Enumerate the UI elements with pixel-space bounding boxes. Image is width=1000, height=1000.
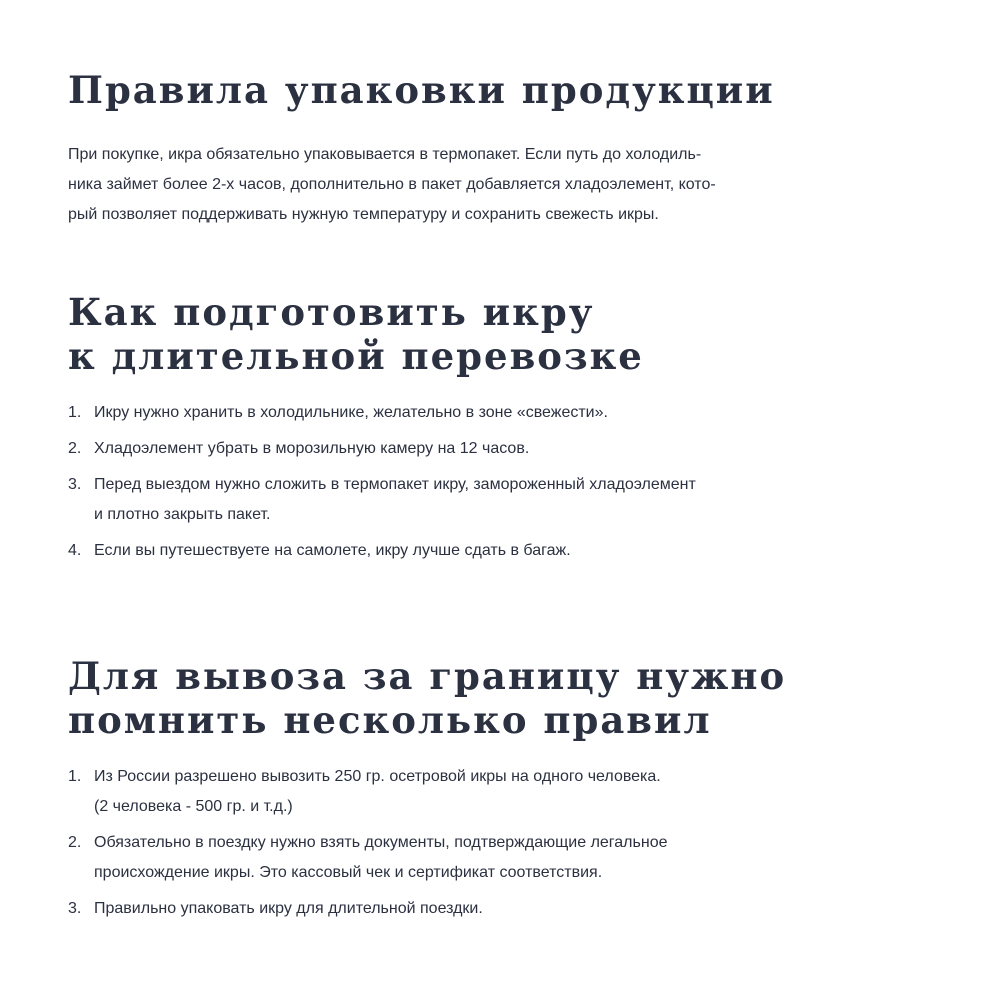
packaging-paragraph [68,140,948,230]
export-title [68,654,786,742]
preparation-title-line: Как подготовить икру [68,290,595,334]
list-item-number: 1. [68,768,82,785]
list-item-number: 2. [68,440,82,457]
list-item-text: (2 человека - 500 гр. и т.д.) [94,798,293,815]
packaging-line: рый позволяет поддерживать нужную температуру и сохранить свежесть икры. [68,206,659,223]
list-item-number: 3. [68,476,82,493]
preparation-list [68,398,948,572]
export-title-line: Для вывоза за границу нужно [68,654,787,698]
packaging-line: ника займет более 2-х часов, дополнительно в пакет добавляется хладоэлемент, кото- [68,176,716,193]
list-item-text: Правильно упаковать икру для длительной поездки. [94,900,483,917]
export-title-line: помнить несколько правил [68,698,712,742]
list-item [68,536,948,566]
list-item [68,762,948,822]
list-item [68,398,948,428]
preparation-title-line: к длительной перевозке [68,334,644,378]
list-item [68,470,948,530]
list-item-text: Икру нужно хранить в холодильнике, желательно в зоне «свежести». [94,404,608,421]
list-item-number: 3. [68,900,82,917]
list-item-number: 1. [68,404,82,421]
packaging-line: При покупке, икра обязательно упаковывается в термопакет. Если путь до холодиль- [68,146,702,163]
list-item-text: Из России разрешено вывозить 250 гр. осетровой икры на одного человека. [94,768,661,785]
list-item [68,434,948,464]
list-item-text: и плотно закрыть пакет. [94,506,271,523]
preparation-title [68,290,644,378]
export-list [68,762,948,930]
packaging-title: Правила упаковки продукции [68,68,775,112]
list-item-number: 2. [68,834,82,851]
list-item-text: Если вы путешествуете на самолете, икру лучше сдать в багаж. [94,542,571,559]
list-item-text: Перед выездом нужно сложить в термопакет икру, замороженный хладоэлемент [94,476,696,493]
list-item-text: происхождение икры. Это кассовый чек и сертификат соответствия. [94,864,603,881]
list-item-text: Обязательно в поездку нужно взять документы, подтверждающие легальное [94,834,668,851]
list-item-text: Хладоэлемент убрать в морозильную камеру на 12 часов. [94,440,530,457]
list-item-number: 4. [68,542,82,559]
list-item [68,828,948,888]
list-item [68,894,948,924]
